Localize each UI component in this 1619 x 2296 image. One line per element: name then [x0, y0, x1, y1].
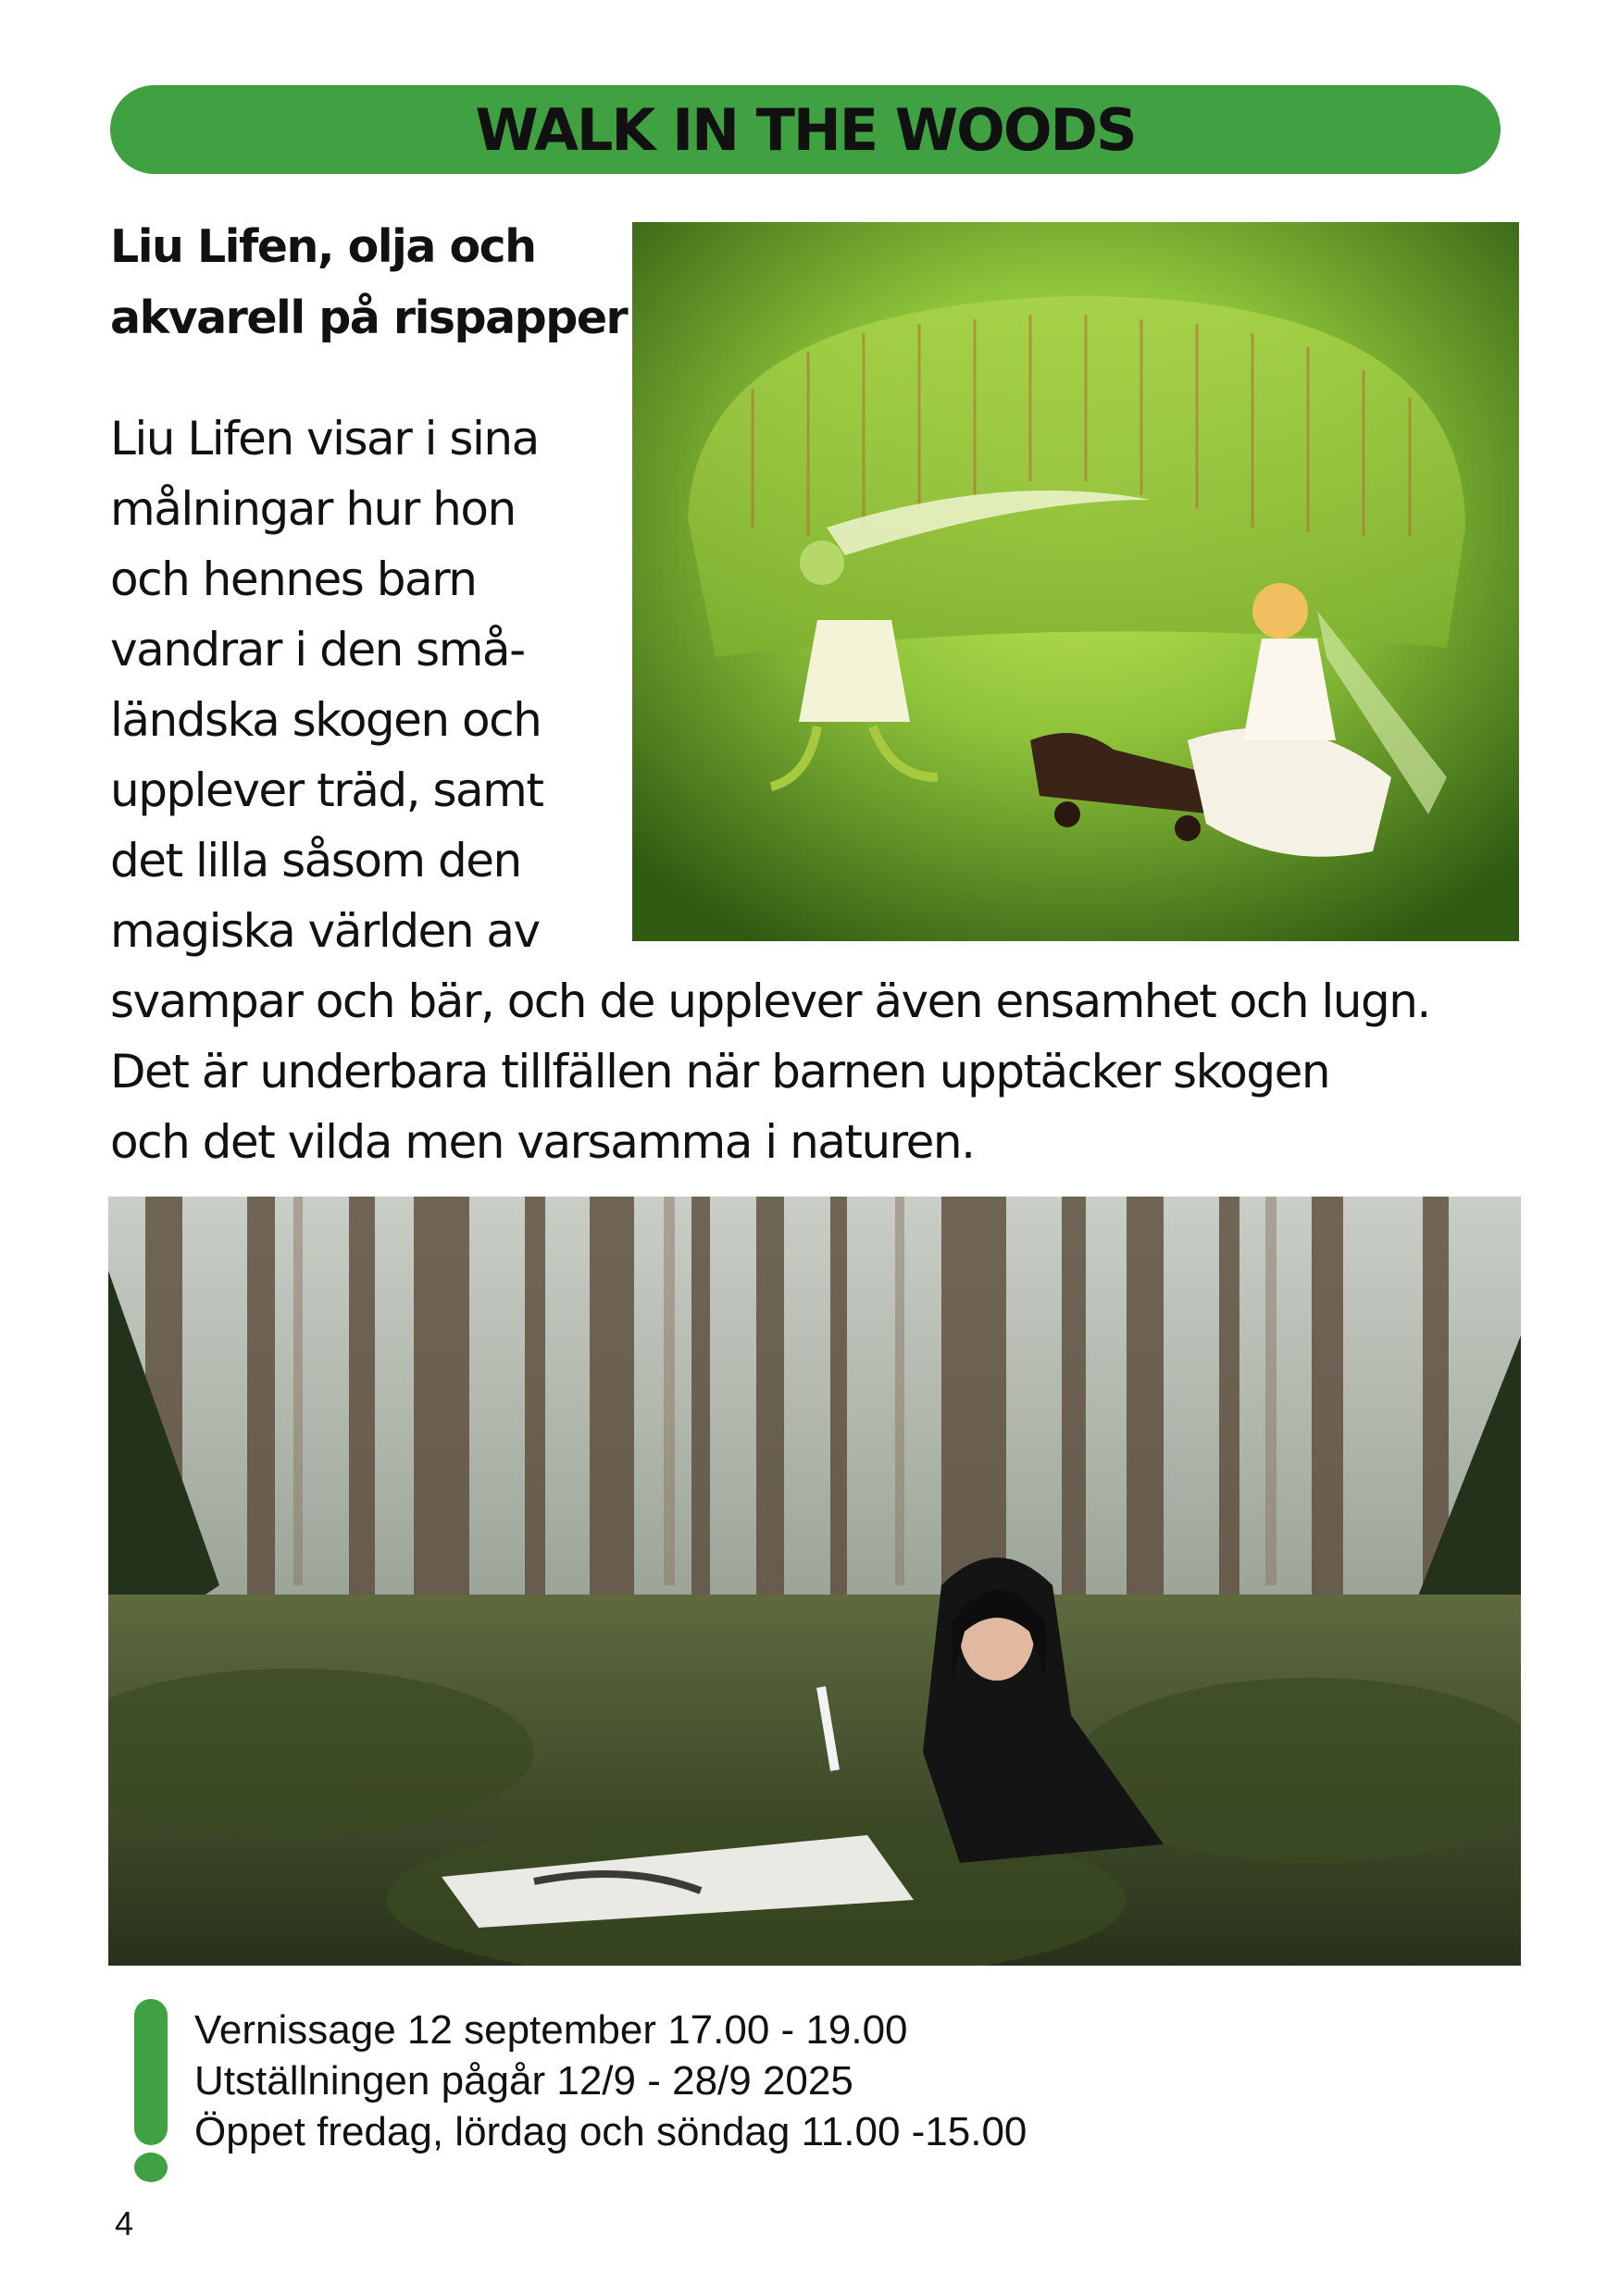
article-body-full	[110, 966, 1526, 1177]
body-line: ländska skogen och	[110, 693, 542, 747]
body-line: Liu Lifen visar i sina	[110, 412, 539, 465]
info-line: Utställningen pågår 12/9 - 28/9 2025	[194, 2058, 853, 2104]
title-banner	[110, 85, 1501, 174]
body-line: magiska världen av	[110, 904, 540, 958]
artist-forest-photo	[108, 1197, 1521, 1966]
article-body-column	[110, 403, 629, 966]
body-line: vandrar i den små-	[110, 623, 525, 676]
exclamation-icon	[134, 1999, 168, 2145]
exhibition-info	[194, 2004, 1027, 2157]
page-title: WALK IN THE WOODS	[475, 95, 1136, 164]
article-heading	[110, 211, 629, 354]
page-number: 4	[115, 2204, 134, 2242]
body-line: upplever träd, samt	[110, 763, 543, 817]
painting-image	[632, 222, 1519, 941]
info-line: Öppet fredag, lördag och söndag 11.00 -15.00	[194, 2109, 1027, 2154]
body-line: och det vilda men varsamma i naturen.	[110, 1115, 975, 1169]
heading-line: Liu Lifen, olja och	[110, 220, 536, 273]
body-line: och hennes barn	[110, 552, 477, 606]
body-line: målningar hur hon	[110, 482, 516, 536]
body-line: Det är underbara tillfällen när barnen upptäcker skogen	[110, 1045, 1330, 1098]
body-line: det lilla såsom den	[110, 834, 521, 887]
heading-line: akvarell på rispapper	[110, 292, 628, 344]
body-line: svampar och bär, och de upplever även ensamhet och lugn.	[110, 974, 1430, 1028]
info-line: Vernissage 12 september 17.00 - 19.00	[194, 2007, 908, 2053]
exclamation-dot-icon	[134, 2153, 168, 2182]
